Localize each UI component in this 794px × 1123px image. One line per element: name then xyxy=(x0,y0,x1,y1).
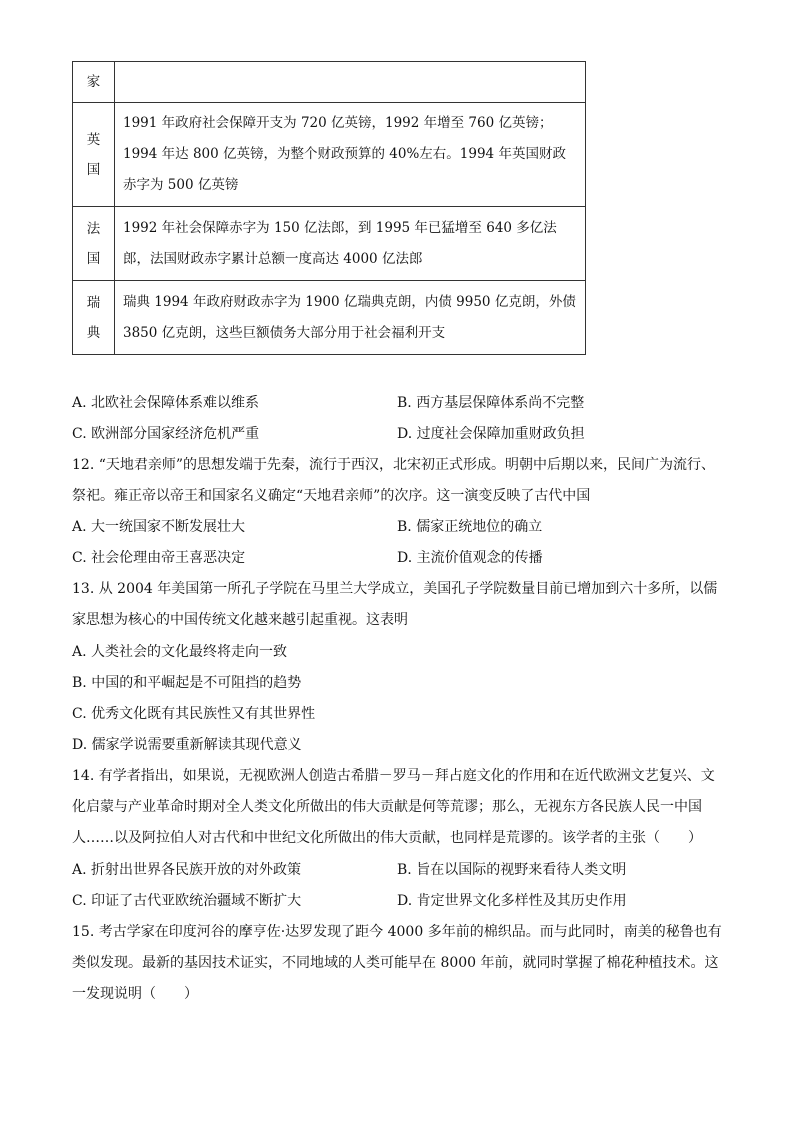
q12-option-c[interactable]: C. 社会伦理由帝王喜恶决定 xyxy=(72,550,246,566)
q13-stem: 13. 从 2004 年美国第一所孔子学院在马里兰大学成立，美国孔子学院数量目前已增加到六十多所，以儒家思想为核心的中国传统文化越来越引起重视。这表明 xyxy=(72,581,718,628)
country-cell: 家 xyxy=(73,62,115,103)
q13-option-a[interactable]: A. 人类社会的文化最终将走向一致 xyxy=(72,644,288,660)
table-row xyxy=(73,62,586,103)
q14-option-d[interactable]: D. 肯定世界文化多样性及其历史作用 xyxy=(397,893,627,909)
q13-option-c[interactable]: C. 优秀文化既有其民族性又有其世界性 xyxy=(72,706,316,722)
q14-option-b[interactable]: B. 旨在以国际的视野来看待人类文明 xyxy=(397,862,627,878)
q11-option-c[interactable]: C. 欧洲部分国家经济危机严重 xyxy=(72,426,260,442)
social-security-table xyxy=(72,61,586,355)
description-cell: 1991 年政府社会保障开支为 720 亿英镑，1992 年增至 760 亿英镑；1994 年达 800 亿英镑，为整个财政预算的 40%左右。1994 年英国财政赤字为 500 亿英镑 xyxy=(115,103,586,207)
q11-option-b[interactable]: B. 西方基层保障体系尚不完整 xyxy=(397,395,585,411)
q14-option-a[interactable]: A. 折射出世界各民族开放的对外政策 xyxy=(72,862,302,878)
q13-option-d[interactable]: D. 儒家学说需要重新解读其现代意义 xyxy=(72,737,302,753)
q12-option-a[interactable]: A. 大一统国家不断发展壮大 xyxy=(72,519,246,535)
q13-option-b[interactable]: B. 中国的和平崛起是不可阻挡的趋势 xyxy=(72,675,302,691)
q15-stem: 15. 考古学家在印度河谷的摩亨佐·达罗发现了距今 4000 多年前的棉织品。而与此同时，南美的秘鲁也有类似发现。最新的基因技术证实，不同地域的人类可能早在 8000 年前，就同时掌握了棉花种植技术。这一发现说明（ ） xyxy=(72,924,722,1002)
table-row xyxy=(73,103,586,207)
country-cell: 英 国 xyxy=(73,103,115,207)
description-cell xyxy=(115,62,586,103)
country-cell: 瑞 典 xyxy=(73,281,115,355)
q11-option-a[interactable]: A. 北欧社会保障体系难以维系 xyxy=(72,395,260,411)
description-cell: 1992 年社会保障赤字为 150 亿法郎，到 1995 年已猛增至 640 多亿法郎，法国财政赤字累计总额一度高达 4000 亿法郎 xyxy=(115,207,586,281)
table-row xyxy=(73,207,586,281)
q14-option-c[interactable]: C. 印证了古代亚欧统治疆域不断扩大 xyxy=(72,893,302,909)
country-cell: 法 国 xyxy=(73,207,115,281)
q14-stem: 14. 有学者指出，如果说，无视欧洲人创造古希腊－罗马－拜占庭文化的作用和在近代欧洲文艺复兴、文化启蒙与产业革命时期对全人类文化所做出的伟大贡献是何等荒谬；那么，无视东方各民族人民一中国人……以及阿拉伯人对古代和中世纪文化所做出的伟大贡献，也同样是荒谬的。该学者的主张（ ） xyxy=(72,768,715,846)
q12-option-d[interactable]: D. 主流价值观念的传播 xyxy=(397,550,543,566)
description-cell: 瑞典 1994 年政府财政赤字为 1900 亿瑞典克朗，内债 9950 亿克朗，外债 3850 亿克朗，这些巨额债务大部分用于社会福利开支 xyxy=(115,281,586,355)
q12-stem: 12. “天地君亲师”的思想发端于先秦，流行于西汉，北宋初正式形成。明朝中后期以来，民间广为流行、祭祀。雍正帝以帝王和国家名义确定“天地君亲师”的次序。这一演变反映了古代中国 xyxy=(72,457,716,504)
table-row xyxy=(73,281,586,355)
q12-option-b[interactable]: B. 儒家正统地位的确立 xyxy=(397,519,543,535)
q11-option-d[interactable]: D. 过度社会保障加重财政负担 xyxy=(397,426,585,442)
